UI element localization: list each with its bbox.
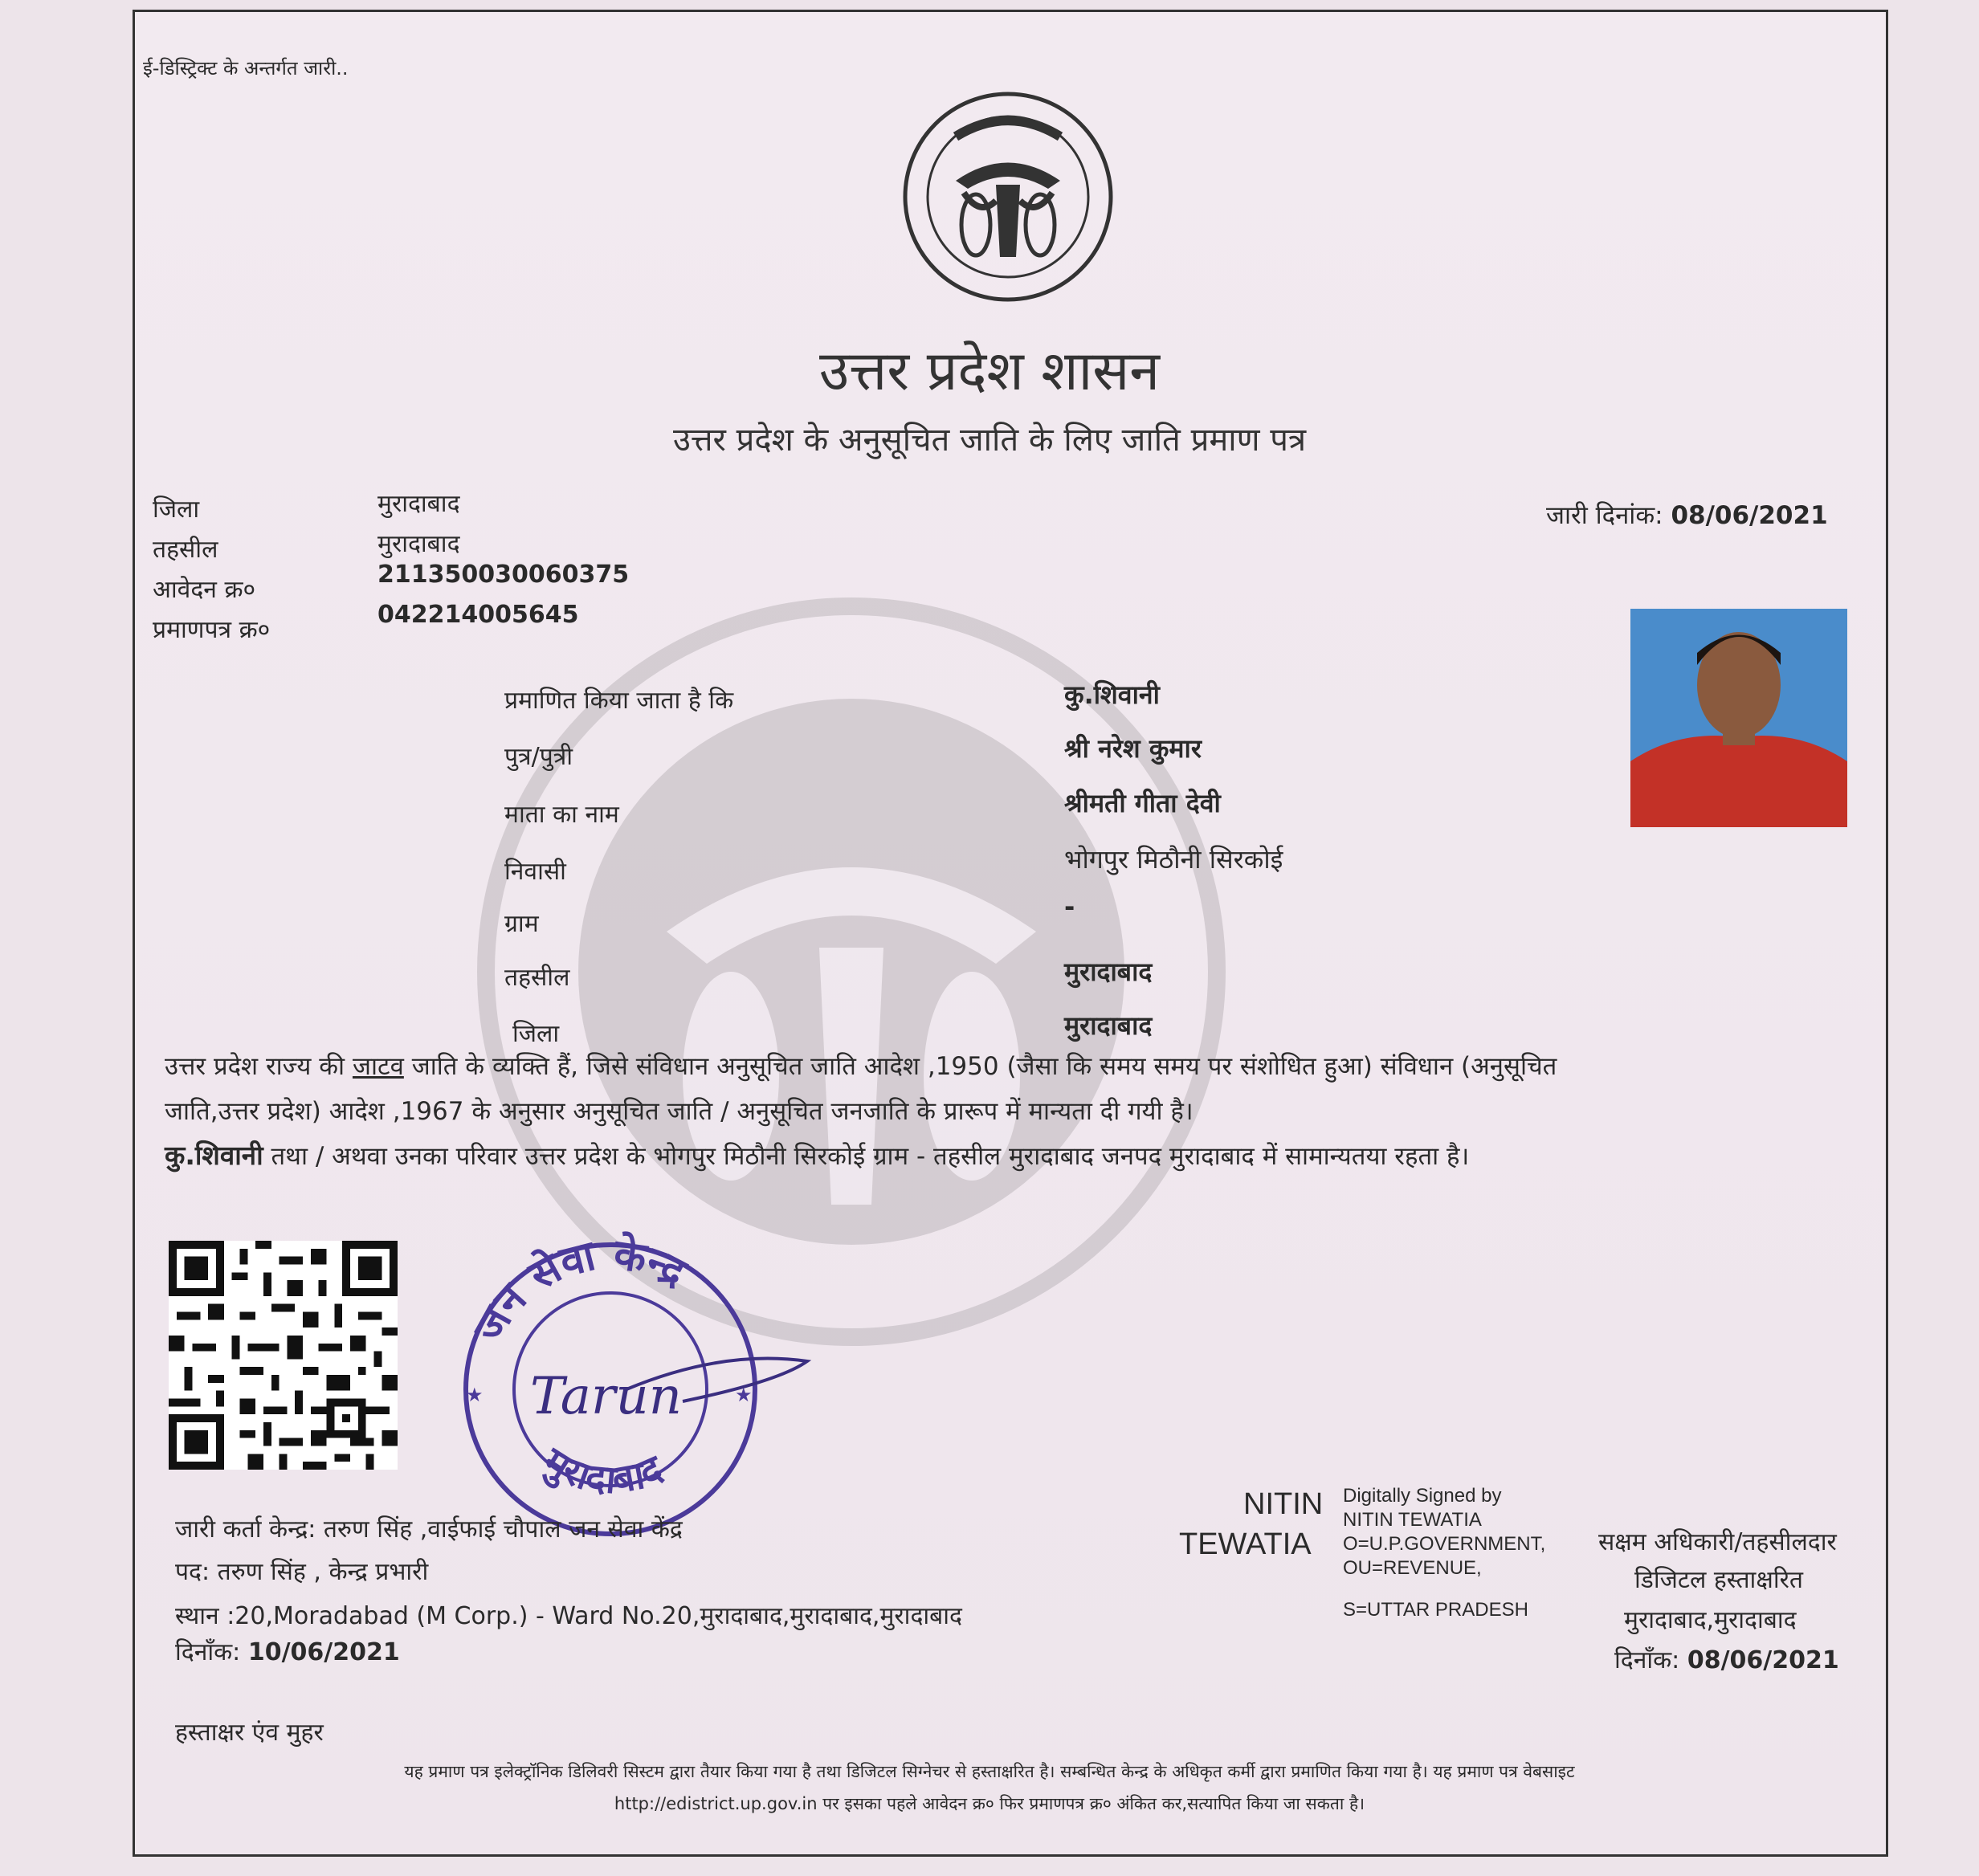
residence-person-name: कु.शिवानी [165,1140,263,1171]
up-emblem-icon [900,88,1116,305]
issue-date-label: जारी दिनांक: [1546,501,1663,530]
resident-value: भोगपुर मिठौनी सिरकोई [1064,844,1283,875]
person-district-label: जिला [512,1020,560,1048]
authority-date-label: दिनाँक: [1614,1646,1680,1674]
authority-place: मुरादाबाद,मुरादाबाद [1624,1606,1797,1634]
certificate-number: 042214005645 [377,601,579,629]
issuer-date-label: दिनाँक: [175,1638,241,1666]
issuing-centre: जारी कर्ता केन्द्र: तरुण सिंह ,वाईफाई चौपाल जन सेवा केंद्र [175,1515,683,1544]
district-label: जिला [153,496,200,524]
sign-line: NITIN TEWATIA [1343,1509,1482,1531]
authority-title: सक्षम अधिकारी/तहसीलदार [1598,1528,1837,1556]
svg-text:मुरादाबाद [534,1438,671,1503]
sign-line: Digitally Signed by [1343,1485,1502,1507]
village-label: ग्राम [504,910,539,938]
stamp-top-text: जन सेवा केन्द्र [464,1230,694,1350]
tehsil-value: मुरादाबाद [377,530,460,558]
mother-label: माता का नाम [504,801,619,829]
resident-label: निवासी [504,858,566,886]
authority-date-value: 08/06/2021 [1687,1646,1839,1674]
residence-paragraph [165,1136,1835,1176]
certificate-label: प्रमाणपत्र क्र० [153,616,271,644]
person-district-value: मुरादाबाद [1064,1010,1153,1041]
disclaimer-line2: http://edistrict.up.gov.in पर इसका पहले आवेदन क्र० फिर प्रमाणपत्र क्र० अंकित कर,सत्यापित किया जा सकता है। [614,1794,1365,1813]
svg-text:★: ★ [735,1384,753,1406]
tehsil-label: तहसील [153,536,218,564]
application-label: आवेदन क्र० [153,576,256,604]
district-value: मुरादाबाद [377,490,460,518]
svg-text:जन सेवा केन्द्र [464,1230,695,1350]
qr-code-icon[interactable] [169,1241,398,1470]
person-name: कु.शिवानी [1064,679,1160,710]
issued-under-note: ई-डिस्ट्रिक्ट के अन्तर्गत जारी.. [143,57,349,80]
digital-sign-details [1343,1484,1545,1622]
signer-name-line2: TEWATIA [1179,1527,1312,1561]
issue-date [1546,498,1828,532]
paragraph-part: तथा / अथवा उनका परिवार उत्तर प्रदेश के भोगपुर मिठौनी सिरकोई ग्राम - तहसील मुरादाबाद जनपद मुरादाबाद में सामान्यतया रहता है। [271,1142,1470,1171]
government-title: उत्तर प्रदेश शासन [819,340,1160,403]
authority-date [1614,1642,1839,1675]
caste-paragraph [165,1047,1835,1086]
signature-seal-label: हस्ताक्षर एंव मुहर [175,1719,324,1747]
father-name: श्री नरेश कुमार [1064,733,1202,764]
svg-text:★: ★ [466,1384,484,1406]
digitally-signed-label: डिजिटल हस्ताक्षरित [1634,1566,1803,1594]
issuer-date-value: 10/06/2021 [247,1638,400,1666]
stamp-signature: Tarun [530,1367,682,1426]
mother-name: श्रीमती गीता देवी [1064,788,1221,818]
caste-name: जाटव [352,1052,404,1081]
signer-name-line1: NITIN [1243,1487,1324,1521]
sign-line: OU=REVENUE, [1343,1557,1482,1579]
applicant-photo [1630,609,1847,827]
jan-seva-kendra-stamp [442,1221,819,1558]
application-number: 211350030060375 [377,561,630,589]
certificate-title: उत्तर प्रदेश के अनुसूचित जाति के लिए जाति प्रमाण पत्र [672,422,1307,459]
child-of-label: पुत्र/पुत्री [504,743,573,771]
issuer-place: स्थान :20,Moradabad (M Corp.) - Ward No.20,मुरादाबाद,मुरादाबाद,मुरादाबाद [175,1602,962,1630]
issuer-post: पद: तरुण सिंह , केन्द्र प्रभारी [175,1558,429,1586]
issuer-date [175,1634,400,1667]
issue-date-value: 08/06/2021 [1671,501,1828,530]
sign-line: S=UTTAR PRADESH [1343,1599,1528,1621]
order-paragraph: जाति,उत्तर प्रदेश) आदेश ,1967 के अनुसार अनुसूचित जाति / अनुसूचित जनजाति के प्रारूप में मान्यता दी गयी है। [165,1097,1194,1126]
paragraph-part: जाति के व्यक्ति हैं, जिसे संविधान अनुसूचित जाति आदेश ,1950 (जैसा कि समय समय पर संशोधित हुआ) संविधान (अनुसूचित [411,1052,1557,1081]
person-tehsil-label: तहसील [504,964,570,992]
certified-label: प्रमाणित किया जाता है कि [504,687,734,715]
stamp-bottom-text: मुरादाबाद [535,1438,669,1503]
paragraph-part: उत्तर प्रदेश राज्य की [165,1052,345,1081]
sign-line: O=U.P.GOVERNMENT, [1343,1533,1546,1555]
village-value: - [1064,891,1075,922]
person-tehsil-value: मुरादाबाद [1064,956,1153,987]
disclaimer-line1: यह प्रमाण पत्र इलेक्ट्रॉनिक डिलिवरी सिस्टम द्वारा तैयार किया गया है तथा डिजिटल सिग्नेचर से हस्ताक्षरित है। सम्बन्धित केन्द्र के अधिकृत कर्मी द्वारा प्रमाणित किया गया है। यह प्रमाण पत्र वेबसाइट [404,1762,1575,1781]
